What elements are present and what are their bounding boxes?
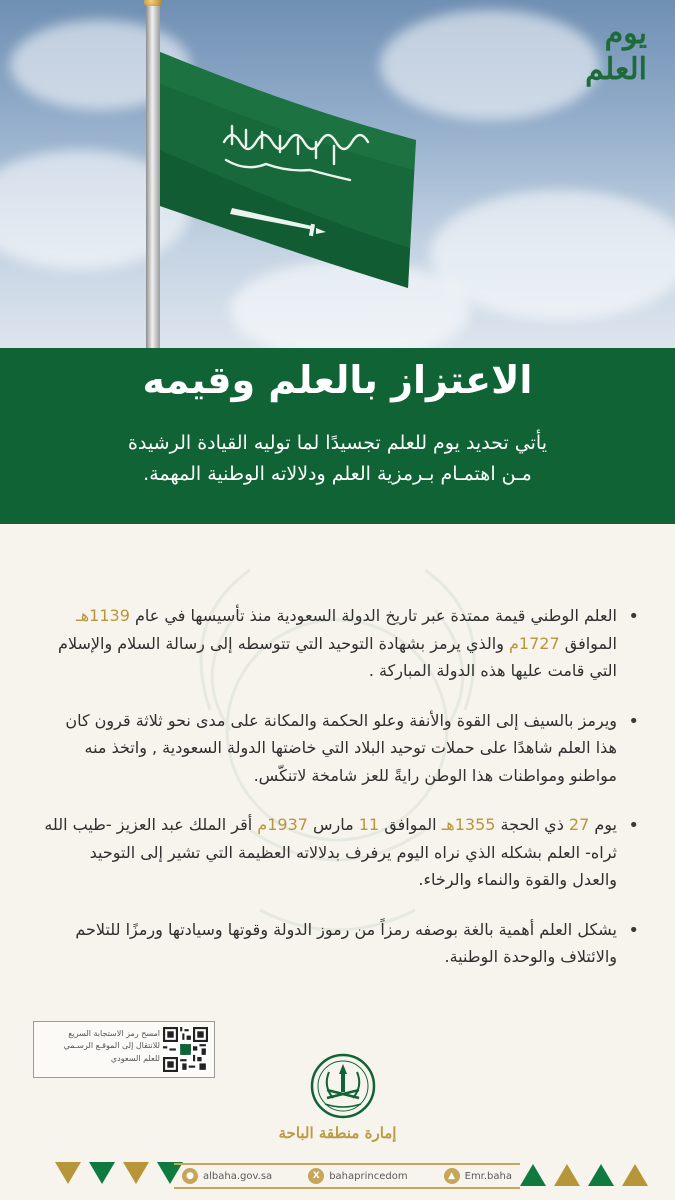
text-segment: ويرمز بالسيف إلى القوة والأنفة وعلو الحكمة والمكانة على مدى نحو ثلاثة قرون كان هذا العلم شاهدًا على حملات توحيد البلاد التي خاضتها الدولة السعودية , واتخذ منه مواطنو ومواطنات هذا الوطن رايةً للعز شامخة لاتنكّس. [65, 710, 617, 785]
list-item [40, 707, 639, 790]
text-segment: أقر الملك عبد العزيز -طيب الله ثراه- العلم بشكله الذي نراه اليوم يرفرف بدلالاته العظيمة التي تشير إلى التوحيد والعدل والقوة والنماء والرخاء. [44, 815, 617, 890]
qr-caption-line: للانتقال إلى الموقـع الرسـمي [63, 1041, 160, 1051]
emirate-name: إمارة منطقة الباحة [278, 1124, 397, 1142]
subtitle-line: يأتي تحديد يوم للعلم تجسيدًا لما توليه القيادة الرشيدة [128, 432, 547, 454]
qr-caption-line: امسح رمز الاستجابة السريع [68, 1029, 160, 1038]
page-title: الاعتزاز بالعلم وقيمه [142, 358, 533, 402]
text-segment: الموافق [379, 815, 442, 835]
highlight-number: 27 [568, 815, 590, 835]
snap-handle-text: Emr.baha [464, 1170, 512, 1182]
triangle-up-icon [622, 1162, 648, 1186]
qr-card[interactable] [33, 1021, 215, 1078]
triangle-up-icon [520, 1162, 546, 1186]
qr-code-icon[interactable] [163, 1027, 208, 1072]
list-item [40, 916, 639, 971]
contact-bar [174, 1163, 520, 1189]
title-banner [0, 348, 675, 524]
website-text: albaha.gov.sa [203, 1170, 273, 1182]
list-item [40, 811, 639, 894]
globe-icon: ● [182, 1168, 198, 1184]
highlight-number: 1355هـ [441, 815, 496, 835]
snapchat-icon: ▲ [444, 1168, 460, 1184]
x-icon: X [308, 1168, 324, 1184]
text-segment: ذي الحجة [495, 815, 569, 835]
triangle-down-icon [55, 1162, 81, 1186]
x-handle-text: bahaprincedom [329, 1170, 408, 1182]
hero-image [0, 0, 675, 348]
highlight-number: 1727م [509, 633, 560, 653]
left-triangle-row [55, 1162, 183, 1188]
highlight-number: 1937م [257, 815, 308, 835]
subtitle-line: مـن اهتمـام بـرمزية العلم ودلالاته الوطنية المهمة. [143, 463, 532, 486]
right-triangle-row [520, 1162, 648, 1188]
highlight-number: 11 [358, 815, 380, 835]
highlight-number: 1139هـ [76, 606, 130, 625]
text-segment: مارس [307, 815, 359, 835]
x-account-link[interactable] [308, 1168, 407, 1184]
triangle-down-icon [123, 1162, 149, 1186]
snapchat-account-link[interactable] [444, 1168, 512, 1184]
text-segment: الموافق [559, 633, 617, 653]
list-item [40, 602, 639, 685]
flag-day-logo: يوم العلم [585, 16, 647, 87]
banner-subtitle [40, 428, 635, 491]
text-segment: يوم [589, 815, 617, 835]
triangle-up-icon [554, 1162, 580, 1186]
facts-list [40, 602, 639, 993]
triangle-up-icon [588, 1162, 614, 1186]
qr-caption-line: للعلم السعودي [110, 1053, 160, 1063]
qr-caption [40, 1028, 160, 1065]
text-segment: العلم الوطني قيمة ممتدة عبر تاريخ الدولة السعودية منذ تأسيسها في عام [129, 606, 617, 625]
website-link[interactable] [182, 1168, 272, 1184]
text-segment: يشكل العلم أهمية بالغة بوصفه رمزاً من رموز الدولة وقوتها وسيادتها ورمزًا للتلاحم والائتلاف والوحدة الوطنية. [75, 919, 617, 967]
text-segment: والذي يرمز بشهادة التوحيد التي تتوسطه إلى رسالة السلام والإسلام التي قامت عليها هذه الدولة المباركة . [58, 633, 617, 681]
triangle-down-icon [89, 1162, 115, 1186]
